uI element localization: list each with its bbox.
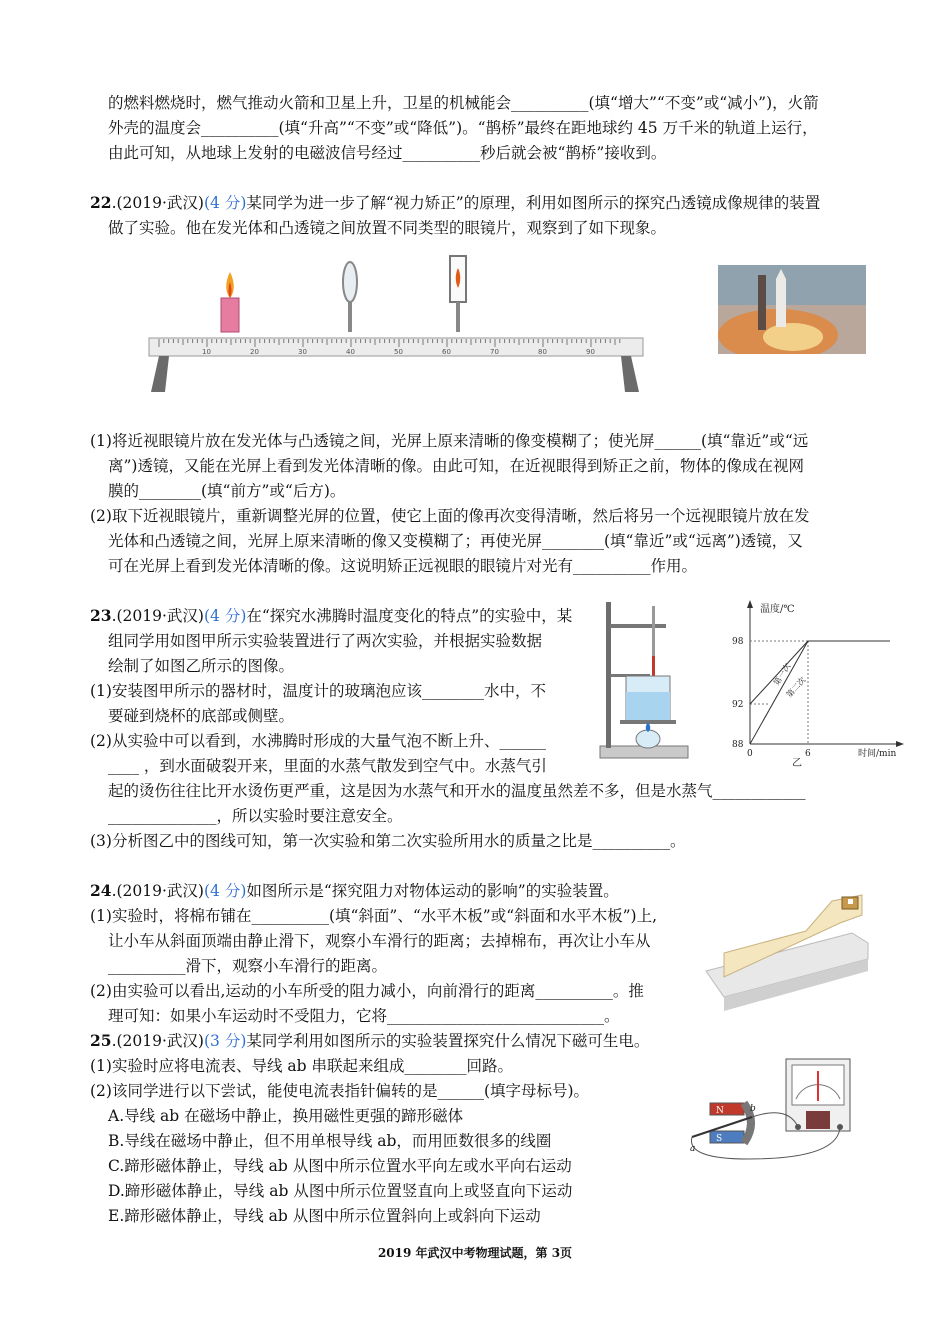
stem-text: 某同学利用如图所示的实验装置探究什么情况下磁可生电。 [246,1032,650,1050]
points: (4 分) [203,607,247,625]
points: (3 分) [203,1032,247,1050]
wire-a-label: a [690,1144,696,1154]
ruler-tick-label: 30 [298,348,307,356]
graph-caption: 乙 [792,758,802,768]
temperature-time-graph [730,596,910,768]
text-line: (1)实验时应将电流表、导线 ab 串联起来组成________回路。 [90,1057,513,1075]
ruler-tick-label: 80 [538,348,547,356]
graph-xlabel: 时间/min [858,749,897,759]
graph-xtick: 6 [805,749,811,759]
text-line: 由此可知，从地球上发射的电磁波信号经过__________秒后就会被“鹊桥”接收到。 [108,144,667,162]
magnet-n-label: N [716,1106,724,1116]
text-line: (2)取下近视眼镜片，重新调整光屏的位置，使它上面的像再次变得清晰，然后将另一个远视眼镜片放在发 [90,507,810,525]
option-a: A.导线 ab 在磁场中静止，换用磁性更强的蹄形磁体 [108,1107,464,1125]
text-line: 要碰到烧杯的底部或侧壁。 [108,707,295,725]
question-number: 23 [90,606,112,625]
graph-ytick: 98 [732,637,744,647]
text-line: (1)安装图甲所示的器材时，温度计的玻璃泡应该________水中，不 [90,682,546,700]
graph-line-label: 第二次 [784,675,808,700]
electromagnetic-induction-figure [688,1055,873,1167]
source: .(2019·武汉) [111,194,204,212]
graph-ytick: 88 [732,740,744,750]
inclined-plane-figure [702,893,872,1028]
ruler-tick-label: 90 [586,348,595,356]
ruler-tick-label: 50 [394,348,403,356]
text-line: (1)实验时，将棉布铺在__________(填“斜面”、“水平木板”或“斜面和水平木板”)上, [90,907,658,925]
option-d: D.蹄形磁体静止，导线 ab 从图中所示位置竖直向上或竖直向下运动 [108,1182,573,1200]
ruler-tick-label: 60 [442,348,451,356]
text-line: 的燃料燃烧时，燃气推动火箭和卫星上升，卫星的机械能会__________(填“增大”“不变”或“减小”)，火箭 [108,94,819,112]
question-23-stem [90,605,572,627]
text-line: 绘制了如图乙所示的图像。 [108,657,295,675]
rocket-launch-image [718,265,866,354]
text-line: (1)将近视眼镜片放在发光体与凸透镜之间，光屏上原来清晰的像变模糊了；使光屏______(填“靠近”或“远 [90,432,809,450]
points: (4 分) [203,882,247,900]
boiling-apparatus-figure [592,596,696,764]
graph-line-label: 第一次 [772,661,793,688]
stem-text: 某同学为进一步了解“视力矫正”的原理，利用如图所示的探究凸透镜成像规律的装置 [246,194,821,212]
stem-text: 在“探究水沸腾时温度变化的特点”的实验中，某 [246,607,573,625]
ruler-tick-label: 10 [202,348,211,356]
text-line: __________滑下，观察小车滑行的距离。 [108,957,388,975]
text-line: 让小车从斜面顶端由静止滑下，观察小车滑行的距离；去掉棉布，再次让小车从 [108,932,651,950]
text-line: 理可知：如果小车运动时不受阻力，它将____________________________。 [108,1007,620,1025]
magnet-s-label: S [716,1134,723,1144]
text-line: 组同学用如图甲所示实验装置进行了两次实验，并根据实验数据 [108,632,543,650]
wire-b-label: b [750,1104,756,1114]
text-line: 光体和凸透镜之间，光屏上原来清晰的像又变模糊了；再使光屏________(填“靠近”或“远离”)透镜，又 [108,532,803,550]
text-line: 可在光屏上看到发光体清晰的像。这说明矫正远视眼的眼镜片对光有__________作用。 [108,557,698,575]
text-line: (3)分析图乙中的图线可知，第一次实验和第二次实验所用水的质量之比是__________。 [90,832,686,850]
source: .(2019·武汉) [111,607,204,625]
graph-ylabel: 温度/℃ [760,604,795,615]
question-number: 24 [90,881,112,900]
question-22-stem [90,192,820,214]
text-line: 膜的________(填“前方”或“后方)。 [108,482,346,500]
stem-text: 如图所示是“探究阻力对物体运动的影响”的实验装置。 [246,882,619,900]
text-line: ____ ，到水面破裂开来，里面的水蒸气散发到空气中。水蒸气引 [108,757,547,775]
source: .(2019·武汉) [111,1032,204,1050]
question-number: 22 [90,193,112,212]
text-line: ______________，所以实验时要注意安全。 [108,807,403,825]
option-c: C.蹄形磁体静止，导线 ab 从图中所示位置水平向左或水平向右运动 [108,1157,572,1175]
text-line: 离”)透镜，又能在光屏上看到发光体清晰的像。由此可知，在近视眼得到矫正之前，物体的像成在视网 [108,457,804,475]
optical-bench-figure [145,252,645,394]
text-line: 做了实验。他在发光体和凸透镜之间放置不同类型的眼镜片，观察到了如下现象。 [108,219,667,237]
graph-xtick: 0 [747,749,753,759]
text-line: 外壳的温度会__________(填“升高”“不变”或“降低”)。“鹊桥”最终在距地球约 45 万千米的轨道上运行， [108,119,818,137]
graph-ytick: 92 [732,700,744,710]
text-line: (2)由实验可以看出,运动的小车所受的阻力减小，向前滑行的距离__________。推 [90,982,644,1000]
ruler-tick-label: 40 [346,348,355,356]
question-number: 25 [90,1031,112,1050]
question-25-stem [90,1030,649,1052]
ruler-tick-label: 70 [490,348,499,356]
text-line: 起的烫伤往往比开水烫伤更严重，这是因为水蒸气和开水的温度虽然差不多，但是水蒸气____________ [108,782,806,800]
text-line: (2)从实验中可以看到，水沸腾时形成的大量气泡不断上升、______ [90,732,546,750]
text-line: (2)该同学进行以下尝试，能使电流表指针偏转的是______(填字母标号)。 [90,1082,590,1100]
option-e: E.蹄形磁体静止，导线 ab 从图中所示位置斜向上或斜向下运动 [108,1207,541,1225]
option-b: B.导线在磁场中静止，但不用单根导线 ab，而用匝数很多的线圈 [108,1132,552,1150]
question-24-stem [90,880,619,902]
page-footer: 2019 年武汉中考物理试题，第 3页 [377,1246,573,1260]
source: .(2019·武汉) [111,882,204,900]
ruler-tick-label: 20 [250,348,259,356]
points: (4 分) [203,194,247,212]
